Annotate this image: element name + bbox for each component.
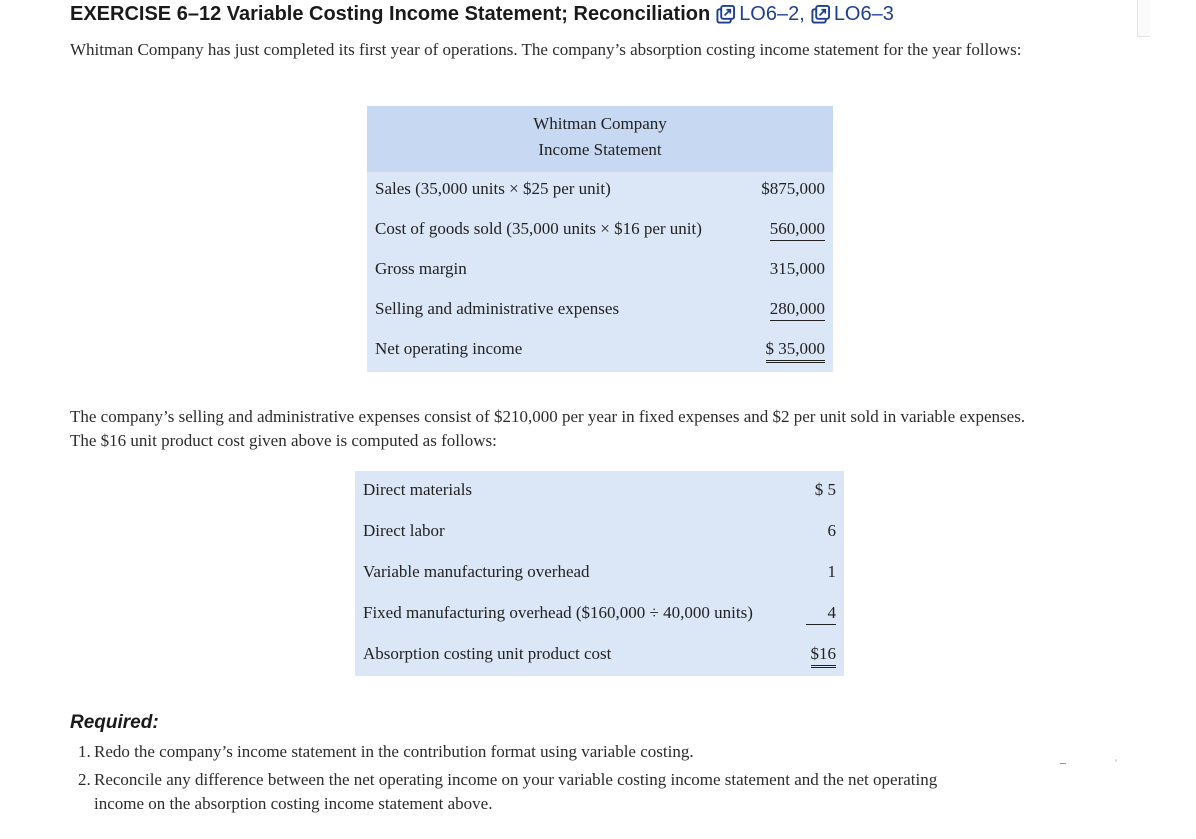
variable-overhead-value: 1 [827,562,836,581]
lo-separator: , [799,3,805,25]
unit-product-cost-label: Absorption costing unit product cost [363,644,612,663]
stray-mark: ˒ [1114,753,1118,765]
expense-line-2: The $16 unit product cost given above is computed as follows: [70,431,497,450]
list-item-number: 2. [78,770,91,789]
sales-label: Sales (35,000 units × $25 per unit) [375,179,611,198]
statement-title: Income Statement [538,140,662,159]
list-item [78,768,1098,816]
list-item-number: 1. [78,742,91,761]
lo-link-1[interactable]: LO6–2 [739,3,800,25]
unit-product-cost-value: $16 [811,644,837,668]
direct-materials-value: $ 5 [814,480,836,499]
fixed-overhead-label: Fixed manufacturing overhead ($160,000 ÷ 40,000 units) [363,603,753,622]
lo-link-2[interactable]: LO6–3 [833,3,894,25]
required-heading: Required: [70,712,159,733]
income-statement-table [367,106,833,372]
expense-line-1: The company’s selling and administrative expenses consist of $210,000 per year in fixed expenses and $2 per unit sold in variable expenses. [70,407,1026,426]
income-statement-header [367,106,833,172]
intro-paragraph: Whitman Company has just completed its first year of operations. The company’s absorption costing income statement for the year follows: [70,40,1022,59]
unit-cost-table [355,471,844,676]
gross-margin-label: Gross margin [375,259,467,278]
exercise-title: EXERCISE 6–12 Variable Costing Income Statement; Reconciliation [70,3,711,25]
scrollbar-stub[interactable] [1137,0,1150,37]
direct-labor-label: Direct labor [363,521,445,540]
list-item-text-continued: income on the absorption costing income statement above. [94,794,493,813]
net-operating-income-value: $ 35,000 [766,339,826,363]
cogs-label: Cost of goods sold (35,000 units × $16 per unit) [375,219,702,238]
sga-label: Selling and administrative expenses [375,299,620,318]
sales-value: $875,000 [761,179,825,198]
expense-paragraph [70,405,1130,453]
sga-value: 280,000 [770,299,825,321]
gross-margin-value: 315,000 [769,259,825,278]
list-item [78,740,1098,764]
net-operating-income-label: Net operating income [375,339,523,358]
list-item-text: Reconcile any difference between the net operating income on your variable costing income statement and the net operating [94,770,938,789]
stray-mark [1060,763,1066,764]
external-link-icon[interactable] [811,5,830,24]
company-name: Whitman Company [533,114,667,133]
list-item-text: Redo the company’s income statement in the contribution format using variable costing. [94,742,694,761]
cogs-value: 560,000 [770,219,825,241]
direct-materials-label: Direct materials [363,480,473,499]
exercise-heading [70,3,894,26]
variable-overhead-label: Variable manufacturing overhead [363,562,590,581]
fixed-overhead-value: 4 [806,603,837,625]
direct-labor-value: 6 [827,521,836,540]
required-list [78,740,1098,816]
external-link-icon[interactable] [716,5,735,24]
